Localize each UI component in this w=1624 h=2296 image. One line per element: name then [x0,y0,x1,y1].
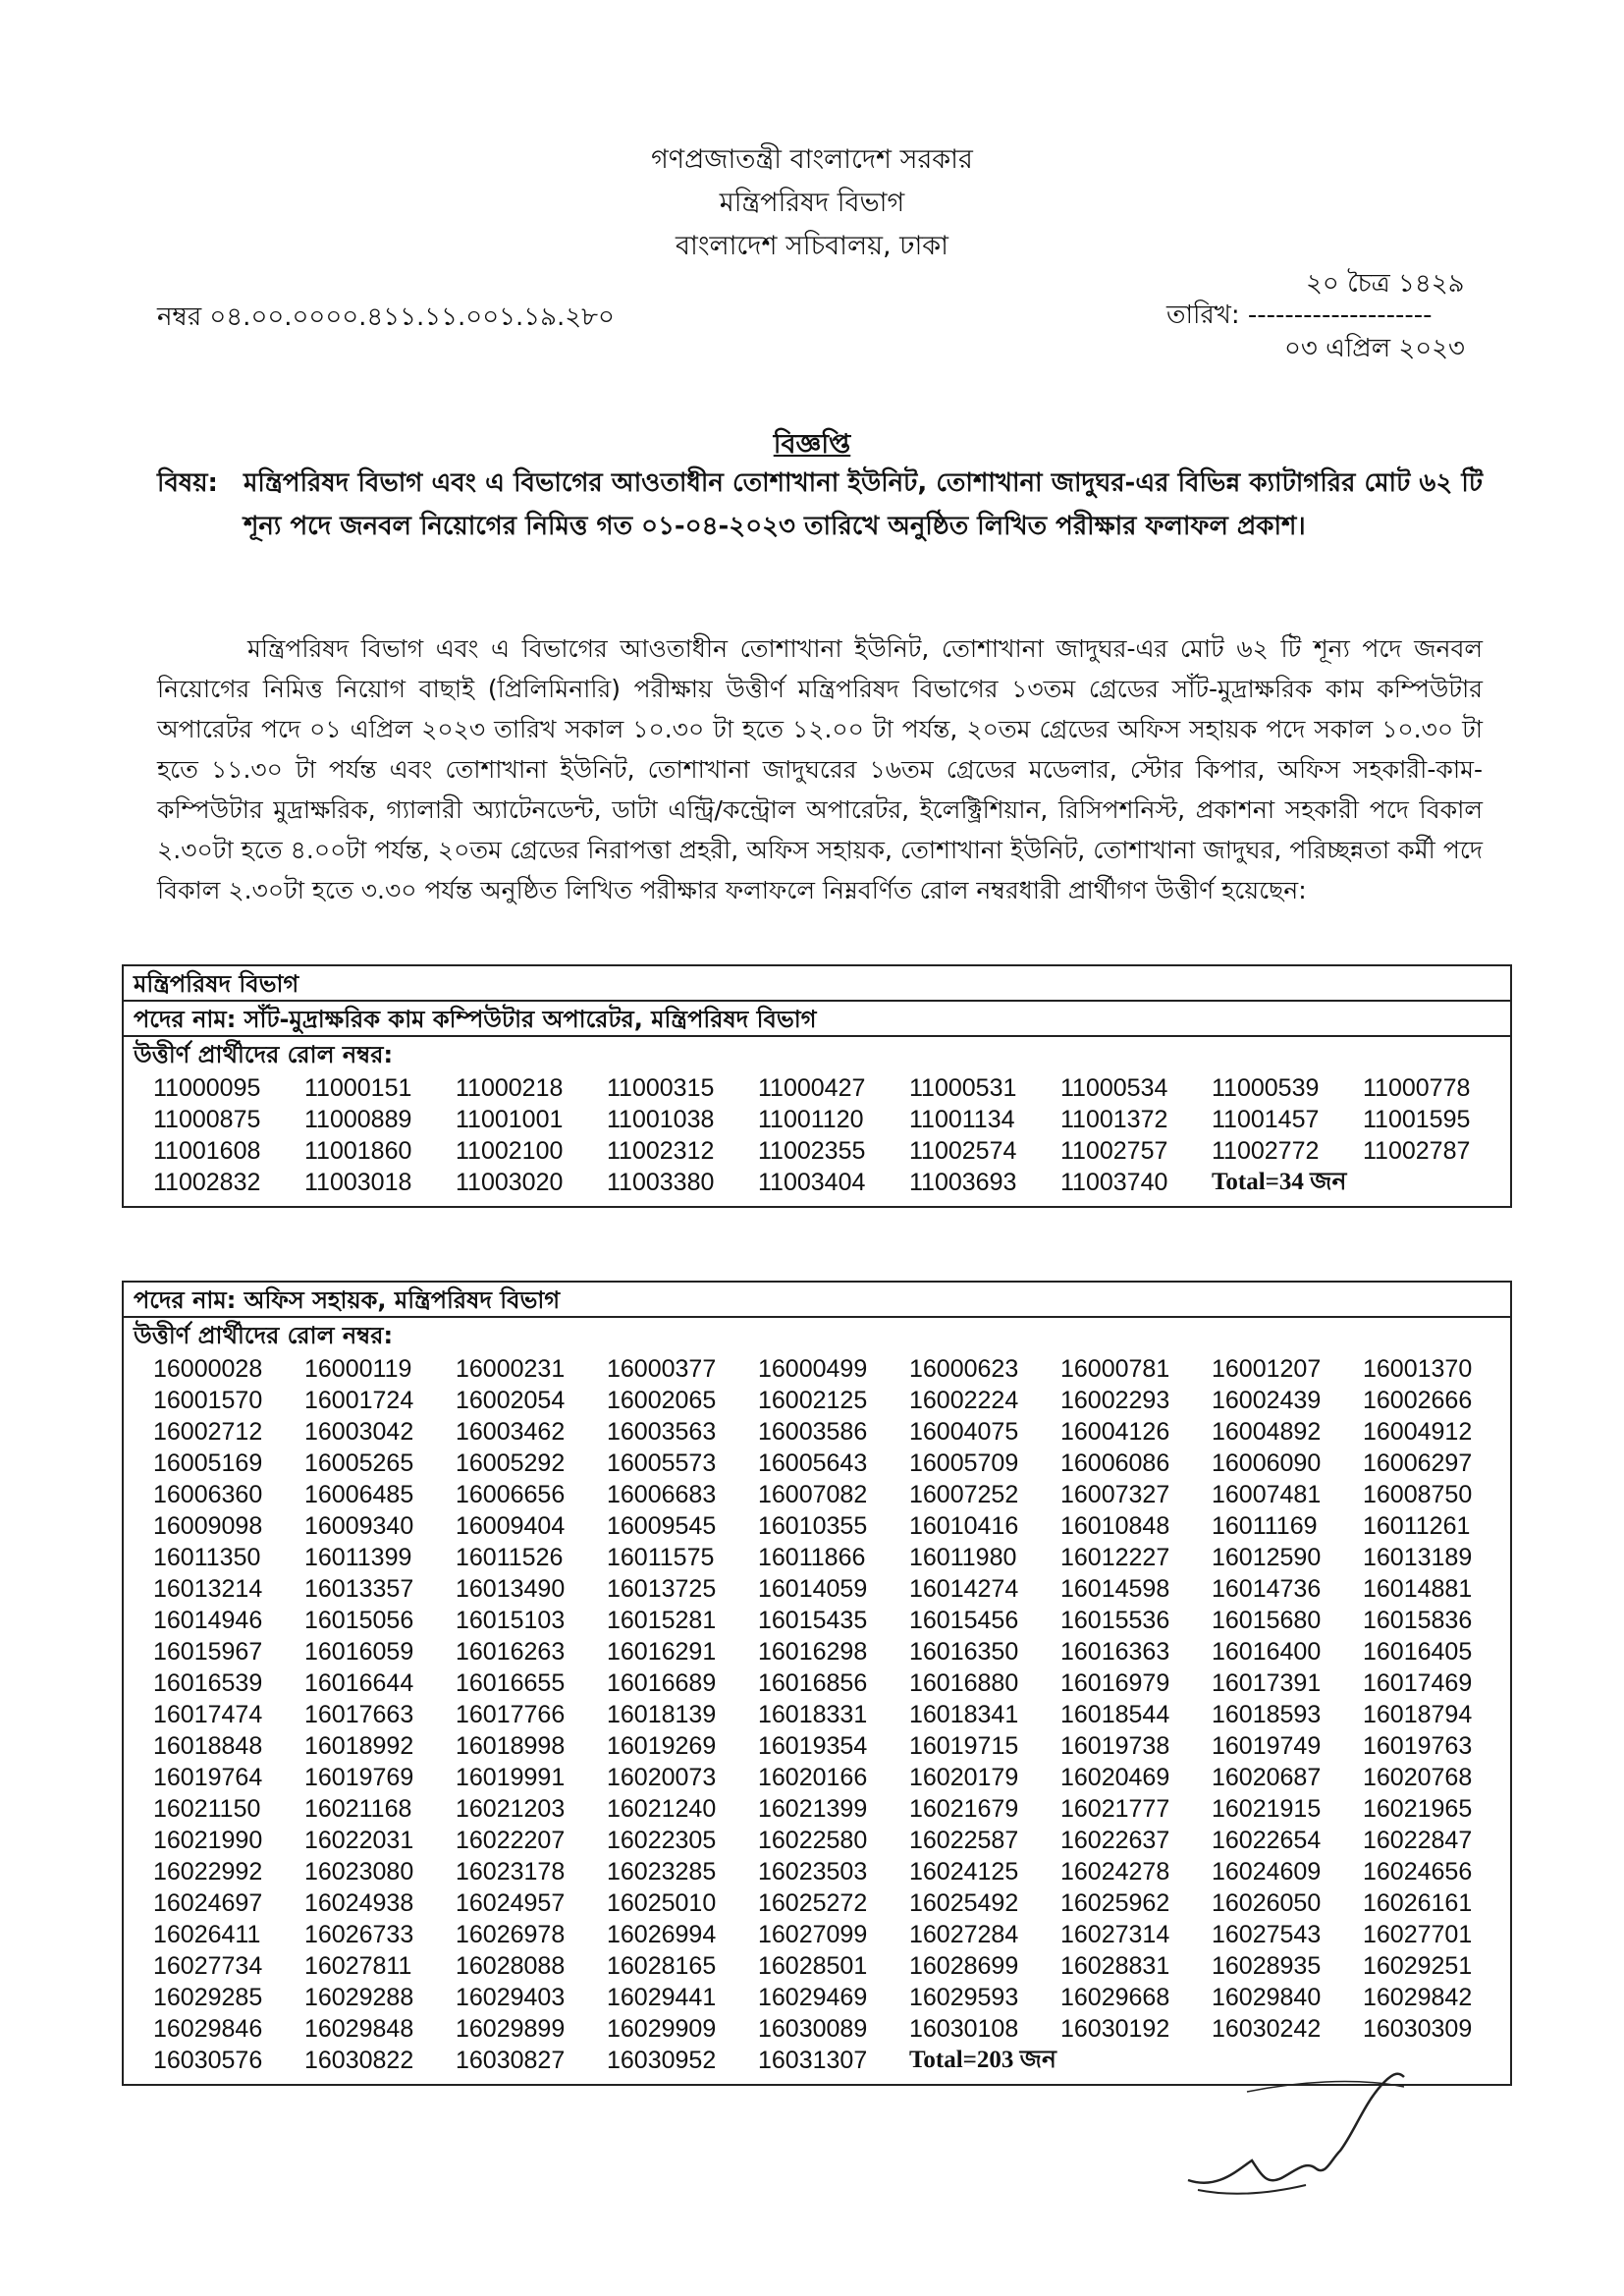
roll-number: 11000218 [456,1074,564,1102]
roll-number: 16019764 [153,1764,263,1791]
rolls-label: উত্তীর্ণ প্রার্থীদের রোল নম্বর: [134,1322,394,1349]
roll-number: 16027284 [909,1921,1019,1948]
roll-number: 16009404 [456,1512,566,1540]
roll-number: 16005292 [456,1449,566,1477]
roll-number: 16013189 [1363,1544,1473,1571]
roll-number: 16016400 [1212,1638,1322,1666]
roll-number: 16006090 [1212,1449,1322,1477]
roll-number: 16019738 [1060,1732,1170,1760]
roll-number: 16027701 [1363,1921,1473,1948]
roll-number: 16021240 [607,1795,717,1823]
roll-number: 16029840 [1212,1984,1322,2011]
roll-number: 11002574 [909,1137,1017,1165]
roll-number: 16024938 [304,1889,414,1917]
roll-number: 16021915 [1212,1795,1322,1823]
roll-number: 16016856 [758,1669,868,1697]
roll-number: 16018794 [1363,1701,1473,1728]
roll-number: 16000119 [304,1355,412,1383]
roll-number: 16029285 [153,1984,263,2011]
roll-number: 16016405 [1363,1638,1473,1666]
roll-number: 16029848 [304,2015,414,2043]
roll-number: 16022847 [1363,1827,1473,1854]
roll-number: 11000778 [1363,1074,1471,1102]
roll-number: 16004912 [1363,1418,1473,1446]
roll-number: 16021399 [758,1795,868,1823]
roll-number: 16031307 [758,2047,868,2074]
roll-number: 11001457 [1212,1106,1320,1133]
roll-number: 16001207 [1212,1355,1322,1383]
roll-number: 16027811 [304,1952,412,1980]
roll-number: 16015680 [1212,1607,1322,1634]
roll-number: 11000539 [1212,1074,1320,1102]
roll-number: 11000427 [758,1074,866,1102]
roll-number: 16006086 [1060,1449,1170,1477]
roll-number: 11002100 [456,1137,564,1165]
roll-number: 11003740 [1060,1169,1168,1196]
department-row: মন্ত্রিপরিষদ বিভাগ [124,966,1510,1002]
roll-number: 16022992 [153,1858,263,1886]
roll-number: 11002355 [758,1137,866,1165]
roll-number: 16026161 [1363,1889,1473,1917]
roll-number: 16006656 [456,1481,566,1508]
roll-number: 16000499 [758,1355,868,1383]
roll-number: 11001134 [909,1106,1015,1133]
roll-number: 16024656 [1363,1858,1473,1886]
roll-number: 16028831 [1060,1952,1170,1980]
roll-number: 16021777 [1060,1795,1170,1823]
roll-number: 16011866 [758,1544,866,1571]
roll-number: 16006683 [607,1481,717,1508]
body-paragraph: মন্ত্রিপরিষদ বিভাগ এবং এ বিভাগের আওতাধীন তোশাখানা ইউনিট, তোশাখানা জাদুঘর-এর মোট ৬২ টি শূন্য পদে জনবল নিয়োগের নিমিত্ত নিয়োগ বাছাই (প্রিলিমিনারি) পরীক্ষায় উত্তীর্ণ মন্ত্রিপরিষদ বিভাগের ১৩তম গ্রেডের সাঁট-মুদ্রাক্ষরিক কাম কম্পিউটার অপারেটর পদে ০১ এপ্রিল ২০২৩ তারিখ সকাল ১০.৩০ টা হতে ১২.০০ টা পর্যন্ত, ২০তম গ্রেডের অফিস সহায়ক পদে সকাল ১০.৩০ টা হতে ১১.৩০ টা পর্যন্ত এবং তোশাখানা ইউনিট, তোশাখানা জাদুঘরের ১৬তম গ্রেডের মডেলার, স্টোর কিপার, অফিস সহকারী-কাম-কম্পিউটার মুদ্রাক্ষরিক, গ্যালারী অ্যাটেনডেন্ট, ডাটা এন্ট্রি/কন্ট্রোল অপারেটর, ইলেক্ট্রিশিয়ান, রিসিপশনিস্ট, প্রকাশনা সহকারী পদে বিকাল ২.৩০টা হতে ৪.০০টা পর্যন্ত, ২০তম গ্রেডের নিরাপত্তা প্রহরী, অফিস সহায়ক, তোশাখানা ইউনিট, তোশাখানা জাদুঘর, পরিচ্ছন্নতা কর্মী পদে বিকাল ২.৩০টা হতে ৩.৩০ পর্যন্ত অনুষ্ঠিত লিখিত পরীক্ষার ফলাফলে নিম্নবর্ণিত রোল নম্বরধারী প্রার্থীগণ উত্তীর্ণ হয়েছেন: [157,634,1483,904]
roll-number: 16022637 [1060,1827,1170,1854]
roll-number: 16001370 [1363,1355,1473,1383]
roll-number: 16020073 [607,1764,717,1791]
roll-number: 16014274 [909,1575,1019,1603]
roll-number: 16030192 [1060,2015,1170,2043]
roll-number: 16002439 [1212,1387,1322,1414]
roll-number: 16022654 [1212,1827,1322,1854]
roll-number: 16018331 [758,1701,868,1728]
roll-number: 16028088 [456,1952,566,1980]
roll-number: 16026050 [1212,1889,1322,1917]
roll-number: 16011399 [304,1544,412,1571]
roll-number: 16026978 [456,1921,566,1948]
roll-number: 16018139 [607,1701,717,1728]
roll-number: 16004892 [1212,1418,1322,1446]
roll-number: 16028935 [1212,1952,1322,1980]
roll-number: 16015456 [909,1607,1019,1634]
roll-grid [124,1353,1510,2084]
roll-number: 16021990 [153,1827,263,1854]
roll-number: 16018341 [909,1701,1019,1728]
roll-number: 16011169 [1212,1512,1318,1540]
roll-number: 16007082 [758,1481,868,1508]
post-row: পদের নাম: সাঁট-মুদ্রাক্ষরিক কাম কম্পিউটার অপারেটর, মন্ত্রিপরিষদ বিভাগ [124,1002,1510,1037]
roll-number: 16014736 [1212,1575,1322,1603]
roll-number: 16008750 [1363,1481,1473,1508]
roll-number: 16014881 [1363,1575,1473,1603]
roll-number: 16024609 [1212,1858,1322,1886]
roll-number: 16020179 [909,1764,1019,1791]
roll-number: 16018593 [1212,1701,1322,1728]
roll-number: 16026411 [153,1921,261,1948]
roll-number: 16030576 [153,2047,263,2074]
roll-number: 16011261 [1363,1512,1471,1540]
roll-number: 16016655 [456,1669,566,1697]
roll-number: 16018544 [1060,1701,1170,1728]
secretariat-header: বাংলাদেশ সচিবালয়, ঢাকা [675,231,949,261]
post-row: পদের নাম: অফিস সহায়ক, মন্ত্রিপরিষদ বিভাগ [124,1283,1510,1318]
roll-number: 11002787 [1363,1137,1471,1165]
subject-label: বিষয়: [157,468,218,498]
roll-number: 16009545 [607,1512,717,1540]
roll-number: 16002293 [1060,1387,1170,1414]
roll-number: 16002054 [456,1387,566,1414]
govt-header: গণপ্রজাতন্ত্রী বাংলাদেশ সরকার [651,144,973,175]
roll-number: 16029251 [1363,1952,1473,1980]
roll-number: 16014598 [1060,1575,1170,1603]
date-english: ০৩ এপ্রিল ২০২৩ [1284,334,1465,363]
roll-number: 16022580 [758,1827,868,1854]
roll-number: 16006485 [304,1481,414,1508]
roll-number: 16012227 [1060,1544,1170,1571]
roll-number: 16020768 [1363,1764,1473,1791]
roll-number: 11001038 [607,1106,715,1133]
roll-number: 16024278 [1060,1858,1170,1886]
roll-number: 16023178 [456,1858,566,1886]
roll-number: 16016350 [909,1638,1019,1666]
roll-number: 16005169 [153,1449,263,1477]
roll-number: 16000028 [153,1355,263,1383]
roll-number: 16007327 [1060,1481,1170,1508]
roll-number: 11001372 [1060,1106,1168,1133]
roll-number: 16030309 [1363,2015,1473,2043]
roll-number: 16029593 [909,1984,1019,2011]
roll-number: 11001001 [456,1106,564,1133]
rolls-label: উত্তীর্ণ প্রার্থীদের রোল নম্বর: [134,1041,394,1068]
roll-number: 16013214 [153,1575,263,1603]
roll-number: 16000231 [456,1355,566,1383]
roll-number: 11000875 [153,1106,261,1133]
roll-number: 11002757 [1060,1137,1168,1165]
roll-number: 16028699 [909,1952,1019,1980]
roll-number: 16002666 [1363,1387,1473,1414]
roll-number: 16026994 [607,1921,717,1948]
roll-number: 16027734 [153,1952,263,1980]
roll-number: 11000095 [153,1074,261,1102]
roll-number: 16006360 [153,1481,263,1508]
roll-number: 16000377 [607,1355,717,1383]
roll-number: 16029842 [1363,1984,1473,2011]
roll-number: 16029899 [456,2015,566,2043]
roll-number: 16015435 [758,1607,868,1634]
roll-number: 16017766 [456,1701,566,1728]
roll-number: 16015056 [304,1607,414,1634]
roll-number: 16022305 [607,1827,717,1854]
roll-number: 16002712 [153,1418,263,1446]
roll-number: 16017663 [304,1701,414,1728]
roll-number: 16029288 [304,1984,414,2011]
roll-number: 16025492 [909,1889,1019,1917]
roll-number: 16016291 [607,1638,717,1666]
date-bangla: ২০ চৈত্র ১৪২৯ [1306,269,1465,299]
roll-number: 16001724 [304,1387,414,1414]
roll-number: 16024697 [153,1889,263,1917]
roll-number: 16017391 [1212,1669,1322,1697]
roll-number: 11002312 [607,1137,715,1165]
roll-number: 16016644 [304,1669,414,1697]
roll-number: 16009098 [153,1512,263,1540]
roll-number: 16021203 [456,1795,566,1823]
roll-number: 16023503 [758,1858,868,1886]
roll-number: 16013357 [304,1575,414,1603]
roll-number: 16004075 [909,1418,1019,1446]
roll-number: 16030822 [304,2047,414,2074]
roll-number: 16019269 [607,1732,717,1760]
roll-number: 16029469 [758,1984,868,2011]
roll-number: 16029846 [153,2015,263,2043]
roll-number: 11002772 [1212,1137,1320,1165]
roll-number: 16015103 [456,1607,566,1634]
roll-number: 16010355 [758,1512,868,1540]
roll-number: 16016263 [456,1638,566,1666]
roll-number: 16005265 [304,1449,414,1477]
roll-number: 16027543 [1212,1921,1322,1948]
roll-number: 11002832 [153,1169,261,1196]
roll-grid [124,1072,1510,1206]
roll-number: 16025272 [758,1889,868,1917]
roll-number: 16016059 [304,1638,414,1666]
roll-number: 16005709 [909,1449,1019,1477]
roll-number: 16014946 [153,1607,263,1634]
roll-number: 16018848 [153,1732,263,1760]
roll-number: 16018998 [456,1732,566,1760]
total-count: Total=203 জন [909,2047,1056,2073]
results-table-stenographer [122,964,1512,1208]
roll-number: 16006297 [1363,1449,1473,1477]
roll-number: 16023285 [607,1858,717,1886]
roll-number: 11003018 [304,1169,412,1196]
roll-number: 16020687 [1212,1764,1322,1791]
roll-number: 16011980 [909,1544,1017,1571]
roll-number: 16022031 [304,1827,414,1854]
roll-number: 16007481 [1212,1481,1322,1508]
roll-number: 16030242 [1212,2015,1322,2043]
roll-number: 16015967 [153,1638,263,1666]
roll-number: 16016298 [758,1638,868,1666]
roll-number: 16030108 [909,2015,1019,2043]
roll-number: 16005643 [758,1449,868,1477]
roll-number: 16029668 [1060,1984,1170,2011]
roll-number: 16016880 [909,1669,1019,1697]
roll-number: 11000151 [304,1074,412,1102]
date-label: তারিখ: -------------------- [1166,301,1433,330]
roll-number: 16003042 [304,1418,414,1446]
roll-number: 16002065 [607,1387,717,1414]
roll-number: 16017474 [153,1701,263,1728]
roll-number: 16001570 [153,1387,263,1414]
roll-number: 16016979 [1060,1669,1170,1697]
roll-number: 16024957 [456,1889,566,1917]
roll-number: 11001608 [153,1137,261,1165]
roll-number: 11000889 [304,1106,412,1133]
roll-number: 16022207 [456,1827,566,1854]
roll-number: 16011350 [153,1544,261,1571]
roll-number: 16019991 [456,1764,566,1791]
roll-number: 16002125 [758,1387,868,1414]
roll-number: 16017469 [1363,1669,1473,1697]
roll-number: 16021168 [304,1795,412,1823]
roll-number: 16016363 [1060,1638,1170,1666]
roll-number: 16000781 [1060,1355,1170,1383]
roll-number: 16003563 [607,1418,717,1446]
roll-number: 16025962 [1060,1889,1170,1917]
roll-number: 16002224 [909,1387,1019,1414]
roll-number: 16019715 [909,1732,1019,1760]
roll-number: 16000623 [909,1355,1019,1383]
roll-number: 16025010 [607,1889,717,1917]
roll-number: 11000531 [909,1074,1017,1102]
roll-number: 16013490 [456,1575,566,1603]
roll-number: 11001120 [758,1106,864,1133]
roll-number: 16003586 [758,1418,868,1446]
roll-number: 16011575 [607,1544,715,1571]
results-table-office-assistant [122,1281,1512,2086]
roll-number: 16028501 [758,1952,868,1980]
roll-number: 16027314 [1060,1921,1170,1948]
roll-number: 16021679 [909,1795,1019,1823]
roll-number: 16026733 [304,1921,414,1948]
roll-number: 16011526 [456,1544,564,1571]
roll-number: 11003693 [909,1169,1017,1196]
division-header: মন্ত্রিপরিষদ বিভাগ [719,188,905,218]
roll-number: 11003404 [758,1169,866,1196]
roll-number: 16012590 [1212,1544,1322,1571]
roll-number: 16019763 [1363,1732,1473,1760]
roll-number: 16015836 [1363,1607,1473,1634]
total-count: Total=34 জন [1212,1169,1347,1195]
roll-number: 16020166 [758,1764,868,1791]
roll-number: 16029909 [607,2015,717,2043]
roll-number: 11001595 [1363,1106,1471,1133]
roll-number: 16027099 [758,1921,868,1948]
roll-number: 16005573 [607,1449,717,1477]
roll-number: 11003020 [456,1169,564,1196]
roll-number: 16015281 [607,1607,717,1634]
roll-number: 16016689 [607,1669,717,1697]
roll-number: 16024125 [909,1858,1019,1886]
roll-number: 16019749 [1212,1732,1322,1760]
roll-number: 16021965 [1363,1795,1473,1823]
roll-number: 16020469 [1060,1764,1170,1791]
signature-mark [1159,2043,1414,2219]
roll-number: 11000534 [1060,1074,1168,1102]
subject-text: মন্ত্রিপরিষদ বিভাগ এবং এ বিভাগের আওতাধীন তোশাখানা ইউনিট, তোশাখানা জাদুঘর-এর বিভিন্ন ক্যাটাগরির মোট ৬২ টি শূন্য পদে জনবল নিয়োগের নিমিত্ত গত ০১-০৪-২০২৩ তারিখে অনুষ্ঠিত লিখিত পরীক্ষার ফলাফল প্রকাশ। [244,468,1483,541]
roll-number: 16013725 [607,1575,717,1603]
roll-number: 16015536 [1060,1607,1170,1634]
roll-number: 16030827 [456,2047,566,2074]
roll-number: 16023080 [304,1858,414,1886]
roll-number: 16030089 [758,2015,868,2043]
memo-number: নম্বর ০৪.০০.০০০০.৪১১.১১.০০১.১৯.২৮০ [157,302,615,332]
roll-number: 16010416 [909,1512,1019,1540]
roll-number: 16003462 [456,1418,566,1446]
roll-number: 16004126 [1060,1418,1170,1446]
roll-number: 16019354 [758,1732,868,1760]
roll-number: 16028165 [607,1952,717,1980]
roll-number: 16007252 [909,1481,1019,1508]
roll-number: 16018992 [304,1732,414,1760]
roll-number: 16029403 [456,1984,566,2011]
roll-number: 16030952 [607,2047,717,2074]
roll-number: 16022587 [909,1827,1019,1854]
roll-number: 16010848 [1060,1512,1170,1540]
notice-title: বিজ্ঞপ্তি [773,429,851,460]
roll-number: 11001860 [304,1137,412,1165]
roll-number: 16009340 [304,1512,414,1540]
roll-number: 11003380 [607,1169,715,1196]
roll-number: 16021150 [153,1795,261,1823]
roll-number: 16029441 [607,1984,717,2011]
roll-number: 16019769 [304,1764,414,1791]
roll-number: 16016539 [153,1669,263,1697]
roll-number: 11000315 [607,1074,715,1102]
roll-number: 16014059 [758,1575,868,1603]
